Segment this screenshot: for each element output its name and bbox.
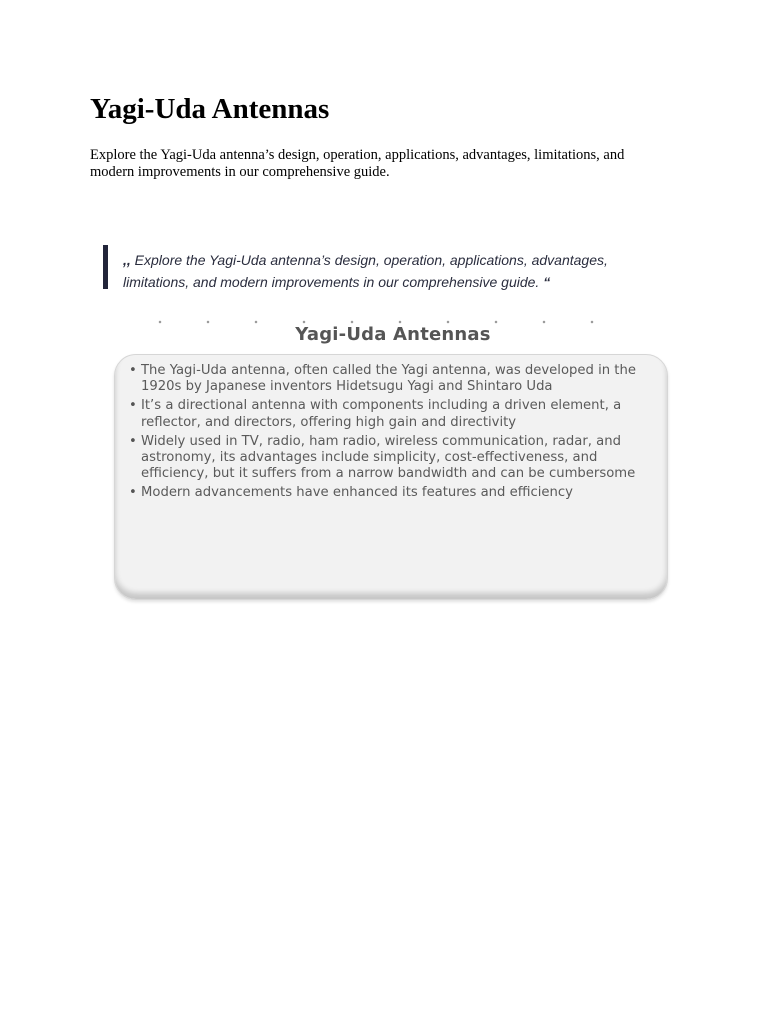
quote-block xyxy=(123,249,653,293)
bullet-item: • The Yagi-Uda antenna, often called the Yagi antenna, was developed in the 1920s by Japanese inventors Hidetsugu Yagi and Shintaro Uda xyxy=(129,363,659,395)
quote-bar xyxy=(103,245,108,289)
page-title: Yagi-Uda Antennas xyxy=(90,93,330,125)
slide-image xyxy=(96,236,674,602)
bullet-item: • It’s a directional antenna with components including a driven element, a reflector, and directors, offering high gain and directivity xyxy=(129,398,659,430)
bullet-card xyxy=(114,354,668,600)
intro-paragraph: Explore the Yagi-Uda antenna’s design, operation, applications, advantages, limitations, and modern improvements in our comprehensive guide. xyxy=(90,147,625,180)
bullet-item: • Modern advancements have enhanced its features and efficiency xyxy=(129,485,659,501)
bullet-list xyxy=(129,363,659,505)
quote-text: Explore the Yagi-Uda antenna’s design, operation, applications, advantages, limitations, and modern improvements in our comprehensive guide. xyxy=(123,252,608,290)
bullet-item: • Widely used in TV, radio, ham radio, wireless communication, radar, and astronomy, its advantages include simplicity, cost-effectiveness, and efficiency, but it suffers from a narrow bandwidth and can be cumbersome xyxy=(129,434,659,483)
quote-open-mark: ,, xyxy=(123,252,131,268)
slide-title: Yagi-Uda Antennas xyxy=(295,324,491,345)
quote-close-mark: “ xyxy=(543,274,551,290)
